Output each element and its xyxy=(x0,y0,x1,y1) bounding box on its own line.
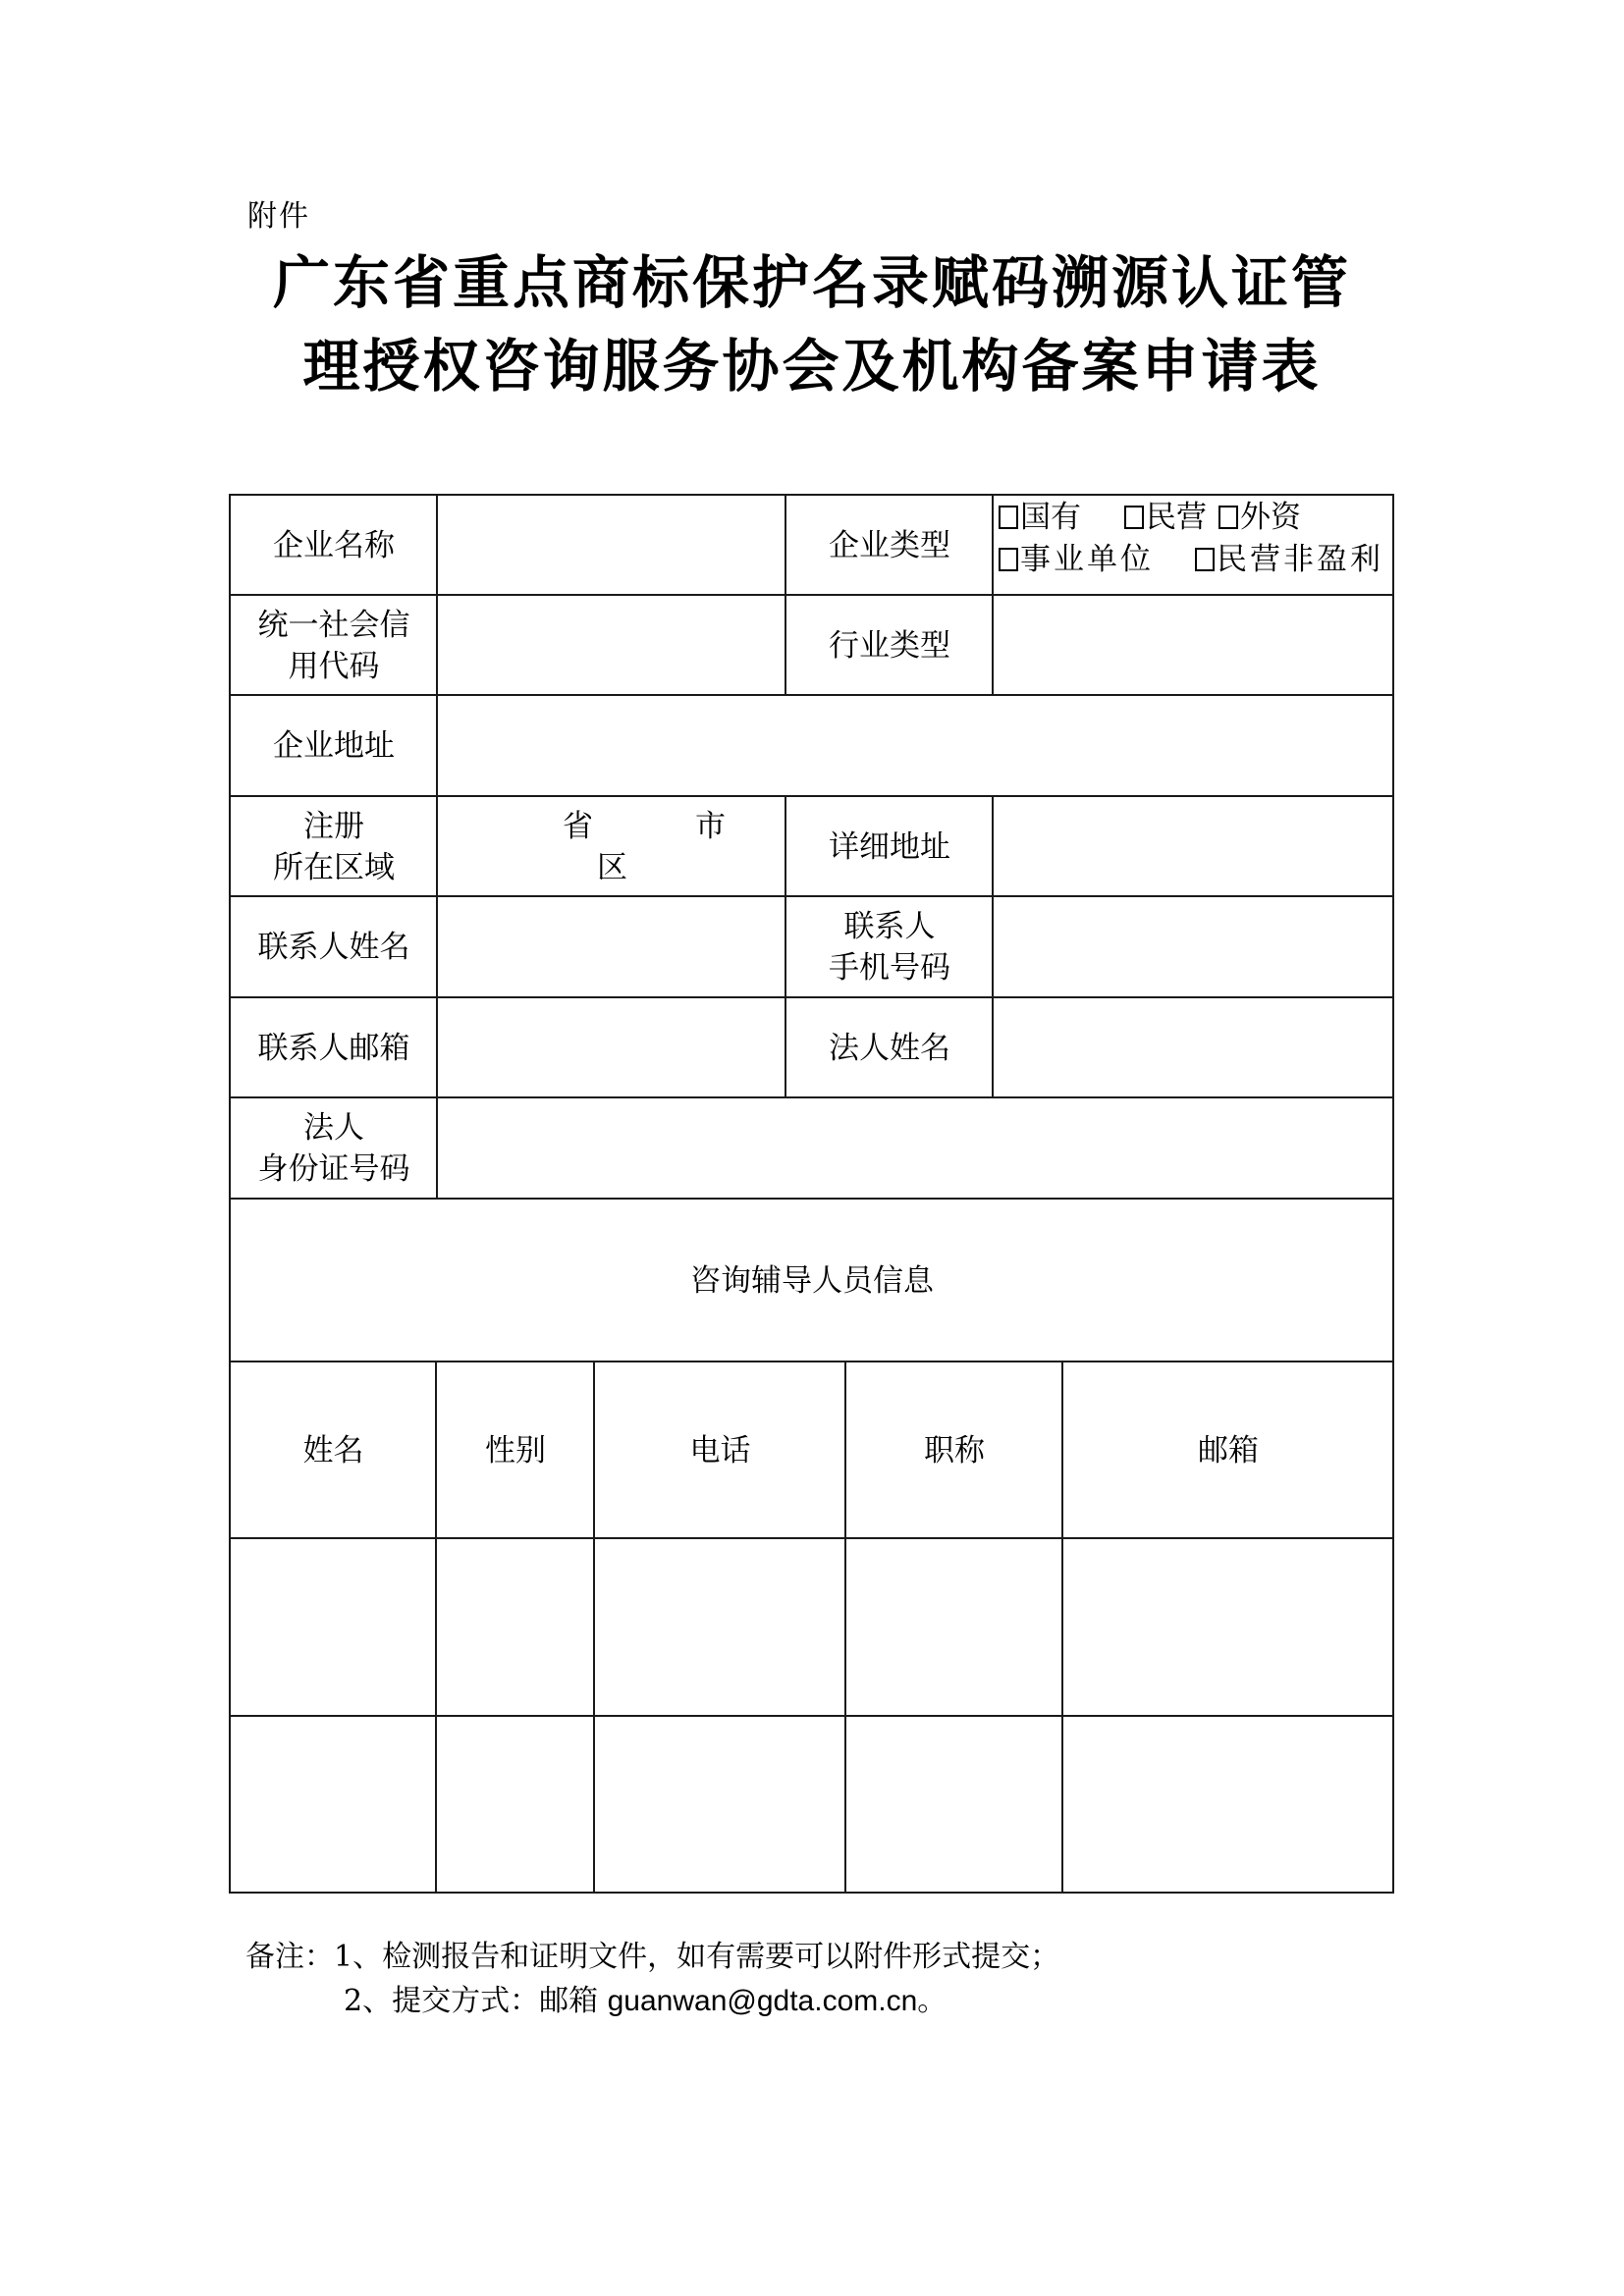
industry-type-label xyxy=(786,596,993,695)
company-type-options-line1 xyxy=(999,497,1391,539)
consultant-phone-cell[interactable] xyxy=(595,1717,845,1893)
page-title-line2: 理授权咨询服务协会及机构备案申请表 xyxy=(302,333,1322,400)
region-field[interactable] xyxy=(438,797,785,896)
contact-phone-label xyxy=(786,897,993,997)
consultant-title-cell[interactable] xyxy=(846,1717,1062,1893)
contact-phone-field[interactable] xyxy=(994,897,1393,997)
attachment-label: 附件 xyxy=(247,199,310,234)
checkbox-icon[interactable] xyxy=(1124,506,1144,529)
consultants-section-title-text: 咨询辅导人员信息 xyxy=(690,1262,934,1299)
legal-name-field[interactable] xyxy=(994,998,1393,1097)
column-header-phone-text: 电话 xyxy=(689,1432,751,1468)
checkbox-icon[interactable] xyxy=(1195,548,1215,571)
legal-id-label xyxy=(231,1098,437,1199)
consultant-title-cell[interactable] xyxy=(846,1539,1062,1716)
notes-item1: 1、检测报告和证明文件，如有需要可以附件形式提交； xyxy=(334,1940,1060,1974)
legal-name-label xyxy=(786,998,993,1097)
option-foreign[interactable] xyxy=(1218,500,1301,535)
contact-phone-label-line2: 手机号码 xyxy=(829,950,950,986)
company-name-field[interactable] xyxy=(438,496,785,595)
contact-email-label-text: 联系人邮箱 xyxy=(257,1030,410,1066)
detail-address-field[interactable] xyxy=(994,797,1393,896)
consultant-phone-cell[interactable] xyxy=(595,1539,845,1716)
region-label xyxy=(231,797,437,896)
column-header-phone xyxy=(595,1362,845,1538)
column-header-email xyxy=(1063,1362,1393,1538)
consultant-gender-cell[interactable] xyxy=(437,1717,594,1893)
option-label: 事业单位 xyxy=(1020,542,1154,577)
company-type-label-text: 企业类型 xyxy=(829,527,950,563)
consultant-email-cell[interactable] xyxy=(1063,1539,1393,1716)
column-header-gender-text: 性别 xyxy=(485,1432,546,1468)
contact-phone-label-line1: 联系人 xyxy=(843,909,936,944)
option-label: 民营 xyxy=(1146,500,1207,535)
company-address-label-text: 企业地址 xyxy=(273,728,395,764)
checkbox-icon[interactable] xyxy=(999,548,1018,571)
consultant-name-cell[interactable] xyxy=(231,1539,436,1716)
notes-item2-text: 2、提交方式：邮箱 xyxy=(344,1984,608,2018)
column-header-email-text: 邮箱 xyxy=(1198,1432,1259,1468)
consultant-email-cell[interactable] xyxy=(1063,1717,1393,1893)
contact-name-label-text: 联系人姓名 xyxy=(257,930,410,965)
credit-code-field[interactable] xyxy=(438,596,785,695)
legal-id-field[interactable] xyxy=(438,1098,1393,1199)
notes-email-link[interactable]: guanwan@gdta.com.cn xyxy=(607,1985,918,2017)
notes-line1 xyxy=(245,1937,1059,1978)
industry-type-label-text: 行业类型 xyxy=(829,627,950,664)
contact-email-label xyxy=(231,998,437,1097)
credit-code-label-line2: 用代码 xyxy=(288,648,380,684)
column-header-gender xyxy=(437,1362,594,1538)
column-header-name xyxy=(231,1362,436,1538)
option-private-nonprofit[interactable] xyxy=(1195,542,1383,577)
consultants-section-title xyxy=(231,1200,1393,1362)
option-private[interactable] xyxy=(1124,500,1207,535)
industry-type-field[interactable] xyxy=(994,596,1393,695)
credit-code-label-line1: 统一社会信 xyxy=(257,607,410,643)
option-label: 外资 xyxy=(1240,500,1301,535)
column-header-title xyxy=(846,1362,1062,1538)
contact-email-field[interactable] xyxy=(438,998,785,1097)
company-type-options xyxy=(999,497,1391,594)
column-header-name-text: 姓名 xyxy=(302,1432,364,1468)
detail-address-label xyxy=(786,797,993,896)
page-title-line1: 广东省重点商标保护名录赋码溯源认证管 xyxy=(272,249,1351,316)
option-label: 国有 xyxy=(1020,500,1081,535)
legal-id-label-line1: 法人 xyxy=(303,1110,364,1146)
region-province-label: 省 xyxy=(563,809,593,844)
detail-address-label-text: 详细地址 xyxy=(829,828,950,865)
column-header-title-text: 职称 xyxy=(924,1432,985,1468)
checkbox-icon[interactable] xyxy=(1218,506,1238,529)
company-name-label-text: 企业名称 xyxy=(273,527,395,563)
option-public-institution[interactable] xyxy=(999,542,1154,577)
notes-item2-end: 。 xyxy=(917,1984,947,2018)
contact-name-label xyxy=(231,897,437,997)
region-label-line2: 所在区域 xyxy=(273,849,395,885)
company-type-label xyxy=(786,496,993,595)
option-state-owned[interactable] xyxy=(999,500,1081,535)
region-city-label: 市 xyxy=(695,809,726,844)
legal-id-label-line2: 身份证号码 xyxy=(257,1151,410,1187)
company-address-label xyxy=(231,696,437,796)
option-label: 民营非盈利 xyxy=(1217,542,1383,577)
region-district-label: 区 xyxy=(597,850,627,885)
consultant-gender-cell[interactable] xyxy=(437,1539,594,1716)
company-type-options-line2 xyxy=(999,539,1391,581)
consultant-name-cell[interactable] xyxy=(231,1717,436,1893)
contact-name-field[interactable] xyxy=(438,897,785,997)
checkbox-icon[interactable] xyxy=(999,506,1018,529)
notes-line2 xyxy=(344,1981,947,2022)
company-name-label xyxy=(231,496,437,595)
company-address-field[interactable] xyxy=(438,696,1393,796)
credit-code-label xyxy=(231,596,437,695)
notes-prefix: 备注： xyxy=(245,1940,334,1974)
legal-name-label-text: 法人姓名 xyxy=(829,1030,950,1066)
region-label-line1: 注册 xyxy=(303,808,364,844)
